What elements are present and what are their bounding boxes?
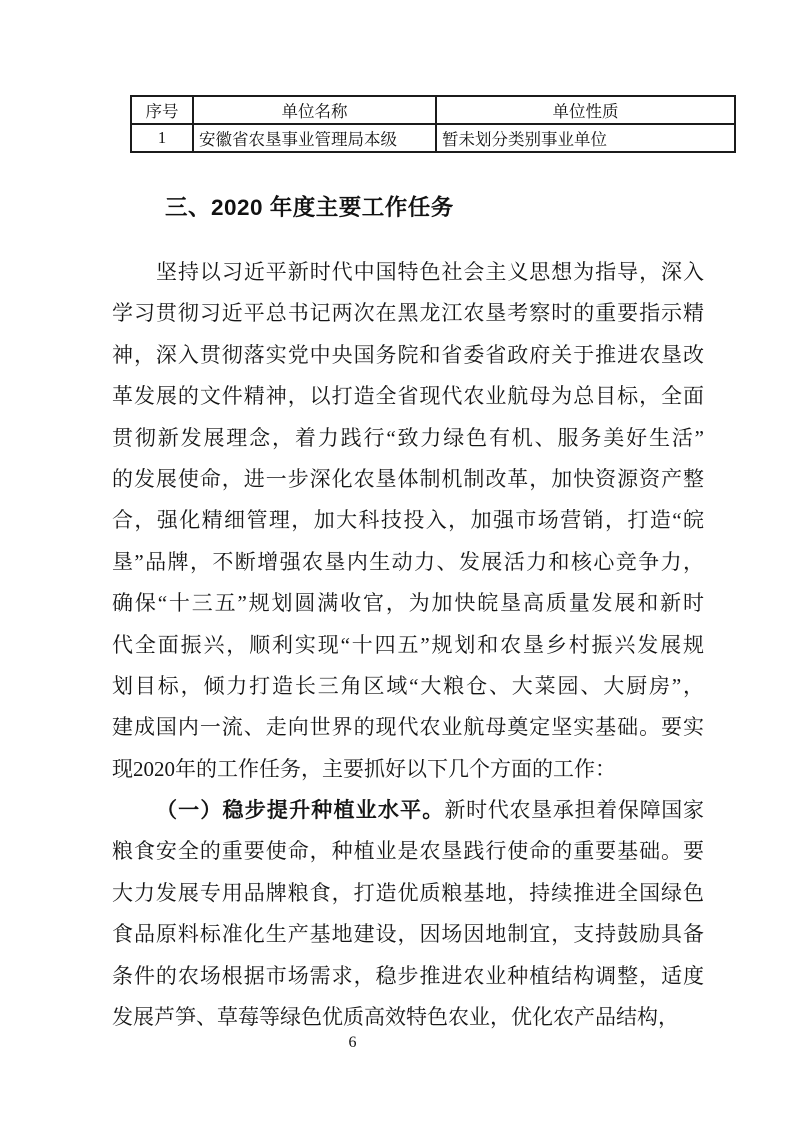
paragraph-line: 坚持以习近平新时代中国特色社会主义思想为指导，深入 (156, 260, 704, 284)
paragraph-line: 建成国内一流、走向世界的现代农业航母奠定坚实基础。要实 (112, 715, 704, 740)
table-cell-name: 安徽省农垦事业管理局本级 (193, 124, 436, 152)
paragraph-line: 确保“十三五”规划圆满收官，为加快皖垦高质量发展和新时 (112, 591, 704, 616)
table-cell-nature: 暂未划分类别事业单位 (436, 124, 735, 152)
table-header-nature: 单位性质 (436, 96, 735, 124)
paragraph-text: 新时代农垦承担着保障国家 (444, 798, 704, 823)
unit-table (130, 95, 736, 153)
table-header-name: 单位名称 (193, 96, 436, 124)
paragraph-line: 现2020年的工作任务，主要抓好以下几个方面的工作： (112, 756, 616, 781)
paragraph-line: 大力发展专用品牌粮食，打造优质粮基地，持续推进全国绿色 (112, 880, 704, 905)
paragraph-line: 的发展使命，进一步深化农垦体制机制改革，加快资源资产整 (112, 466, 704, 491)
paragraph-line: 学习贯彻习近平总书记两次在黑龙江农垦考察时的重要指示精 (112, 301, 704, 326)
paragraph-line (112, 790, 704, 831)
section-heading: 三、2020 年度主要工作任务 (165, 195, 454, 220)
page-number: 6 (348, 1034, 357, 1051)
paragraph-line: 垦”品牌，不断增强农垦内生动力、发展活力和核心竞争力， (112, 549, 704, 574)
paragraph-line: 食品原料标准化生产基地建设，因场因地制宜，支持鼓励具备 (112, 922, 704, 947)
table-cell-index: 1 (131, 124, 193, 152)
paragraph-line: 代全面振兴，顺利实现“十四五”规划和农垦乡村振兴发展规 (112, 632, 704, 657)
paragraph-line: 条件的农场根据市场需求，稳步推进农业种植结构调整，适度 (112, 963, 704, 988)
subsection-title: （一）稳步提升种植业水平。 (156, 798, 445, 823)
paragraph-line: 划目标，倾力打造长三角区域“大粮仓、大菜园、大厨房”， (112, 673, 704, 698)
paragraph-line: 贯彻新发展理念，着力践行“致力绿色有机、服务美好生活” (112, 425, 704, 450)
paragraph-line: 合，强化精细管理，加大科技投入，加强市场营销，打造“皖 (112, 508, 704, 533)
table-header-index: 序号 (131, 96, 193, 124)
table-row (131, 124, 735, 152)
document-body (112, 252, 704, 1038)
paragraph-line: 神，深入贯彻落实党中央国务院和省委省政府关于推进农垦改 (112, 342, 704, 367)
table-header-row (131, 96, 735, 124)
paragraph-line: 发展芦笋、草莓等绿色优质高效特色农业，优化农产品结构， (112, 1005, 679, 1030)
paragraph-line: 粮食安全的重要使命，种植业是农垦践行使命的重要基础。要 (112, 839, 704, 864)
paragraph-line: 革发展的文件精神，以打造全省现代农业航母为总目标，全面 (112, 384, 704, 409)
